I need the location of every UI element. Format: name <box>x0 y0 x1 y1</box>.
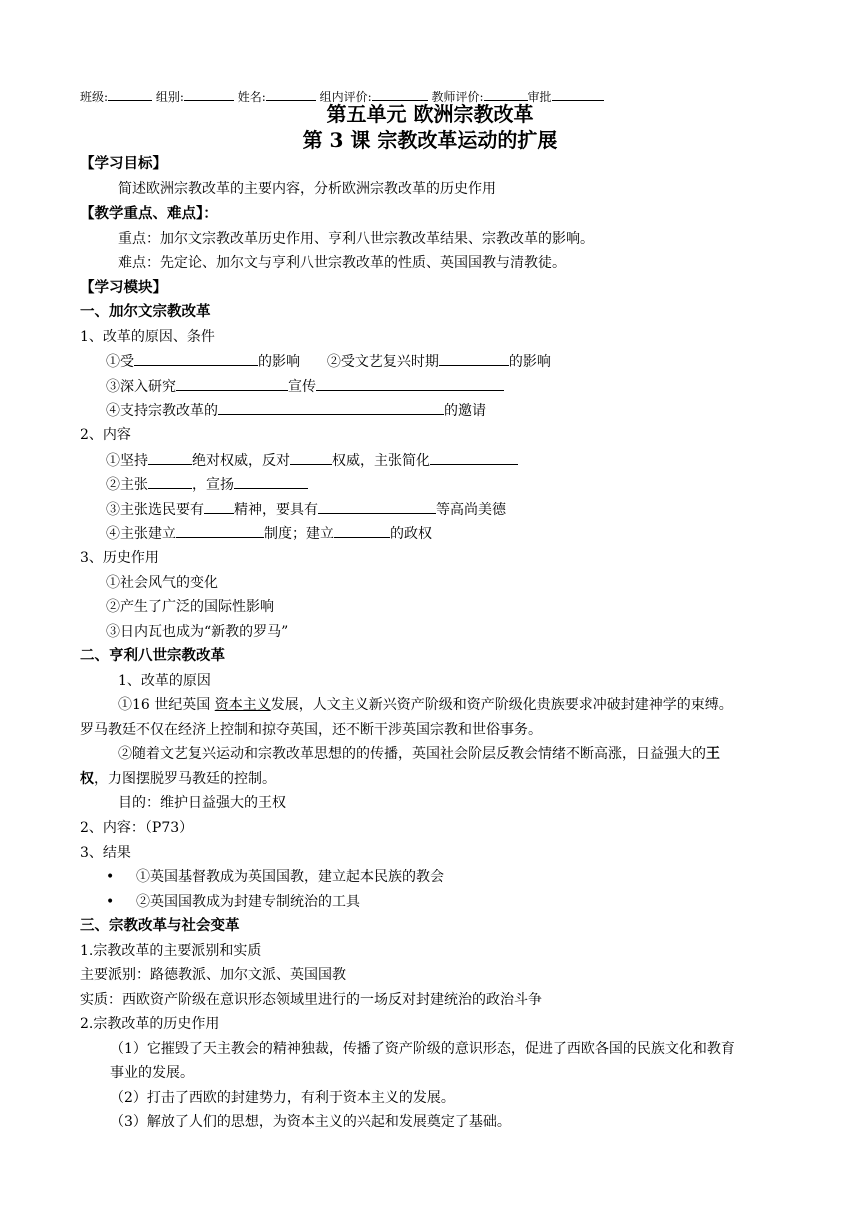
bullet-2: • <box>106 894 115 910</box>
name-label: 姓名: <box>237 90 266 104</box>
c3-text-a: ③主张选民要有 <box>106 502 204 518</box>
important-points: 重点：加尔文宗教改革历史作用、亨利八世宗教改革结果、宗教改革的影响。 <box>118 231 594 247</box>
reason-line-4 <box>106 400 486 421</box>
part3-heading: 三、宗教改革与社会变革 <box>80 917 240 934</box>
part2-result-2 <box>106 892 360 912</box>
part1-role-heading: 3、历史作用 <box>80 550 159 566</box>
p1-underlined: 资本主义 <box>214 697 271 713</box>
part1-content-heading: 2、内容 <box>80 427 131 443</box>
part3-sects: 主要派别：路德教派、加尔文派、英国国教 <box>80 967 346 983</box>
group-blank[interactable] <box>184 86 234 101</box>
p2-bold-wang: 王 <box>706 746 720 762</box>
part2-reason-1-line2: 罗马教廷不仅在经济上控制和掠夺英国，还不断干涉英国宗教和世俗事务。 <box>80 722 542 738</box>
c1-text-b: 绝对权威，反对 <box>192 453 290 469</box>
r2-text-a: ②受文艺复兴时期 <box>326 354 439 370</box>
module-heading: 【学习模块】 <box>80 279 167 296</box>
part2-heading: 二、亨利八世宗教改革 <box>80 647 225 664</box>
content-line-3 <box>106 499 506 520</box>
r3-text-a: ③深入研究 <box>106 379 176 395</box>
part2-reason-1-line1 <box>118 695 733 715</box>
reason-line-1 <box>106 351 551 372</box>
goals-text: 简述欧洲宗教改革的主要内容，分析欧洲宗教改革的历史作用 <box>118 181 496 197</box>
blank-r1[interactable] <box>134 351 258 366</box>
blank-c2b[interactable] <box>234 474 308 489</box>
blank-r3a[interactable] <box>176 376 288 391</box>
approve-label: 审批 <box>527 90 552 104</box>
part2-result-heading: 3、结果 <box>80 845 131 861</box>
goals-heading: 【学习目标】 <box>80 155 167 172</box>
blank-c3a[interactable] <box>204 499 234 514</box>
result-1-text: ①英国基督教成为英国国教，建立起本民族的教会 <box>136 869 444 885</box>
part1-heading: 一、加尔文宗教改革 <box>80 303 211 320</box>
part2-purpose: 目的：维护日益强大的王权 <box>118 795 286 811</box>
p2-line1: ②随着文艺复兴运动和宗教改革思想的的传播，英国社会阶层反教会情绪不断高涨，日益强大的 <box>118 746 706 762</box>
group-eval-blank[interactable] <box>372 86 428 101</box>
content-line-4 <box>106 523 432 544</box>
blank-r2[interactable] <box>439 351 509 366</box>
p2-bold-quan: 权 <box>80 771 94 787</box>
result-2-text: ②英国国教成为封建专制统治的工具 <box>136 894 360 910</box>
group-label: 组别: <box>155 90 184 104</box>
r4-text-b: 的邀请 <box>444 403 486 419</box>
part3-role-heading: 2.宗教改革的历史作用 <box>80 1016 220 1032</box>
part3-role-3: （3）解放了人们的思想，为资本主义的兴起和发展奠定了基础。 <box>110 1114 511 1130</box>
c2-text-a: ②主张 <box>106 477 148 493</box>
blank-r3b[interactable] <box>316 376 504 391</box>
bullet-1: • <box>106 869 115 885</box>
class-blank[interactable] <box>108 86 152 101</box>
c1-text-a: ①坚持 <box>106 453 148 469</box>
r2-text-b: 的影响 <box>508 354 551 370</box>
r1-text-a: ①受 <box>106 354 134 370</box>
part3-role-1-line2: 事业的发展。 <box>110 1065 194 1081</box>
blank-c1c[interactable] <box>430 450 518 465</box>
r3-text-b: 宣传 <box>288 379 316 395</box>
c1-text-c: 权威，主张简化 <box>332 453 430 469</box>
part2-reason-2-line1 <box>118 744 720 764</box>
content-line-1 <box>106 450 518 471</box>
part1-role-3: ③日内瓦也成为“新教的罗马” <box>106 624 289 640</box>
content-line-2 <box>106 474 308 495</box>
c4-text-b: 制度；建立 <box>264 526 334 542</box>
part2-content: 2、内容：（P73） <box>80 820 194 836</box>
blank-c2a[interactable] <box>148 474 192 489</box>
group-eval-label: 组内评价: <box>319 90 372 104</box>
blank-r4[interactable] <box>218 400 444 415</box>
part1-role-1: ①社会风气的变化 <box>106 575 218 591</box>
part2-reasons-heading: 1、改革的原因 <box>118 673 211 689</box>
c4-text-a: ④主张建立 <box>106 526 176 542</box>
lesson-title: 第 3 课 宗教改革运动的扩展 <box>302 128 558 152</box>
blank-c3b[interactable] <box>318 499 436 514</box>
part3-role-1-line1: （1）它摧毁了天主教会的精神独裁，传播了资产阶级的意识形态，促进了西欧各国的民族文化和教育 <box>110 1041 735 1057</box>
blank-c1b[interactable] <box>290 450 332 465</box>
reason-line-3 <box>106 376 504 397</box>
part2-result-1 <box>106 867 444 887</box>
c3-text-c: 等高尚美德 <box>436 502 506 518</box>
c3-text-b: 精神，要具有 <box>234 502 318 518</box>
class-label: 班级: <box>80 90 109 104</box>
c4-text-c: 的政权 <box>390 526 432 542</box>
part3-essence: 实质：西欧资产阶级在意识形态领域里进行的一场反对封建统治的政治斗争 <box>80 992 542 1008</box>
part2-reason-2-line2 <box>80 769 276 789</box>
part3-sects-heading: 1.宗教改革的主要派别和实质 <box>80 943 262 959</box>
blank-c4b[interactable] <box>334 523 390 538</box>
teacher-eval-blank[interactable] <box>484 86 528 101</box>
part3-role-2: （2）打击了西欧的封建势力，有利于资本主义的发展。 <box>110 1090 455 1106</box>
part1-reasons-heading: 1、改革的原因、条件 <box>80 329 215 345</box>
difficult-points: 难点：先定论、加尔文与亨利八世宗教改革的性质、英国国教与清教徒。 <box>118 255 566 271</box>
unit-title: 第五单元 欧洲宗教改革 <box>326 102 534 126</box>
blank-c4a[interactable] <box>176 523 264 538</box>
name-blank[interactable] <box>266 86 316 101</box>
p1-post: 发展，人文主义新兴资产阶级和资产阶级化贵族要求冲破封建神学的束缚。 <box>270 697 733 713</box>
r4-text-a: ④支持宗教改革的 <box>106 403 218 419</box>
p1-pre: ①16 世纪英国 <box>118 697 215 713</box>
r1-text-b: 的影响 <box>258 354 300 370</box>
teacher-eval-label: 教师评价: <box>431 90 484 104</box>
blank-c1a[interactable] <box>148 450 192 465</box>
p2-line2: ，力图摆脱罗马教廷的控制。 <box>94 771 276 787</box>
part1-role-2: ②产生了广泛的国际性影响 <box>106 599 274 615</box>
c2-text-b: ，宣扬 <box>192 477 234 493</box>
key-points-heading: 【教学重点、难点】： <box>80 205 218 222</box>
approve-blank[interactable] <box>552 86 604 101</box>
